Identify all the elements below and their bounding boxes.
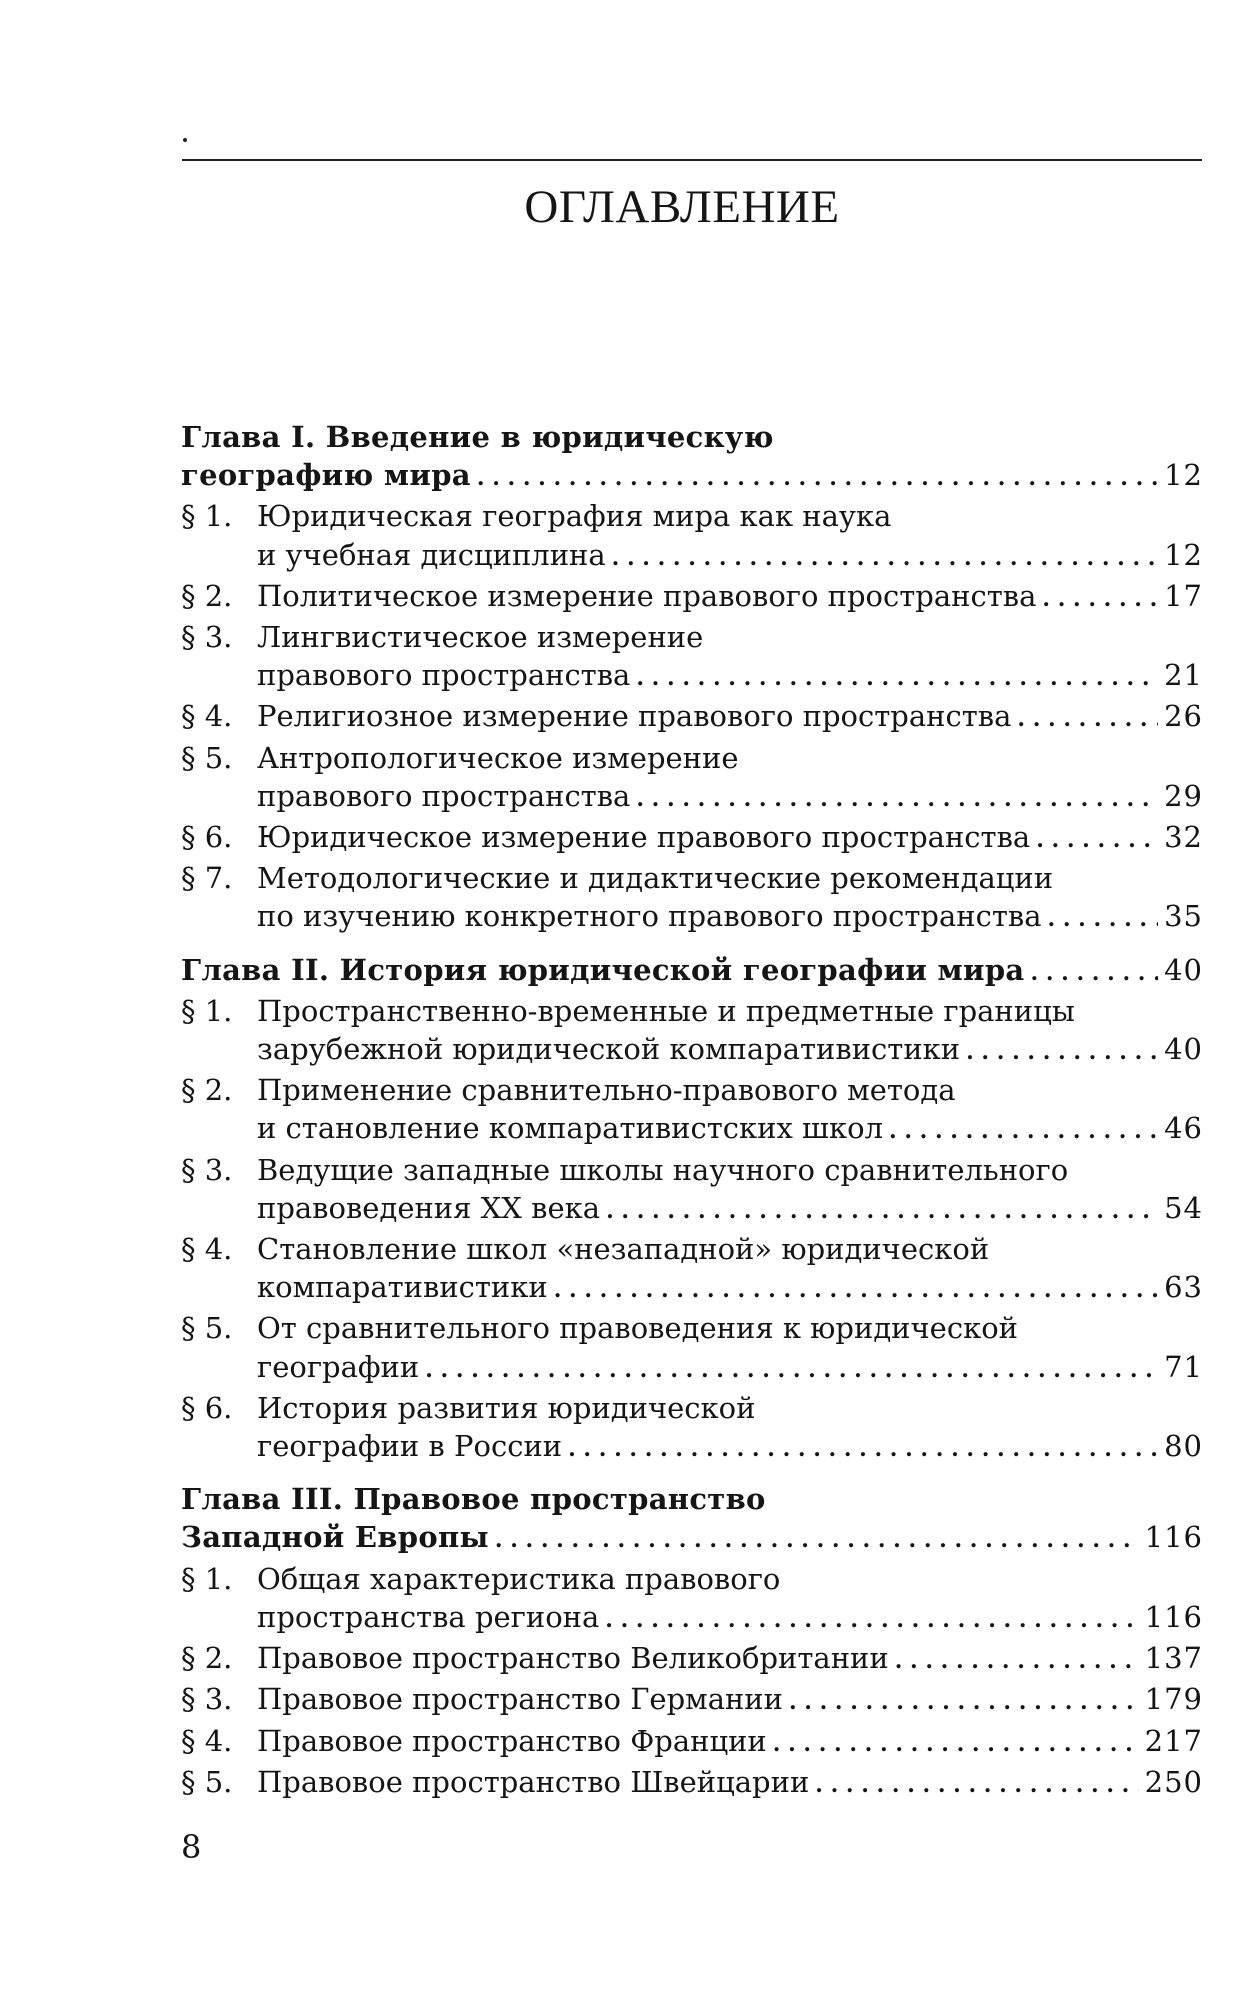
section-number: § 5. [181, 1311, 233, 1346]
section-title-line [257, 1427, 1203, 1468]
dot-leader [889, 1109, 1158, 1150]
section-title-line [257, 1268, 1203, 1309]
page-number: 8 [181, 1828, 202, 1866]
section-title-line [257, 577, 1203, 618]
table-of-contents [181, 418, 1203, 1804]
section-page-number: 116 [1144, 1599, 1203, 1634]
section-title-line [257, 618, 1203, 656]
section-title-text: Ведущие западные школы научного сравнительного [257, 1152, 1069, 1187]
toc-section-entry [181, 992, 1203, 1071]
section-title-text: зарубежной юридической компаративистики [257, 1032, 961, 1067]
toc-section-entry [181, 1680, 1203, 1721]
section-number: § 5. [181, 1764, 233, 1799]
chapter-title-line [181, 1480, 1203, 1518]
dot-leader [477, 456, 1158, 497]
section-title-text: Политическое измерение правового пространства [257, 578, 1037, 613]
section-title-line [257, 859, 1203, 897]
section-title-text: компаративистики [257, 1270, 548, 1305]
section-number: § 2. [181, 1073, 233, 1108]
section-title-text: Правовое пространство Франции [257, 1723, 767, 1758]
section-title-line [257, 1030, 1203, 1071]
chapter-page-number: 40 [1164, 952, 1203, 987]
section-title-line [257, 656, 1203, 697]
chapter-title-line [181, 456, 1203, 497]
section-title-text: Правовое пространство Швейцарии [257, 1764, 810, 1799]
section-title-line [257, 818, 1203, 859]
toc-section-entry [181, 497, 1203, 576]
section-title-text: Юридическая география мира как наука [257, 499, 892, 534]
dot-leader [1042, 577, 1158, 618]
section-page-number: 29 [1164, 778, 1203, 813]
section-page-number: 137 [1144, 1641, 1203, 1676]
section-title-text: Юридическое измерение правового пространства [257, 820, 1031, 855]
dot-leader [568, 1427, 1158, 1468]
toc-section-entry [181, 1560, 1203, 1639]
section-page-number: 26 [1164, 699, 1203, 734]
toc-section-entry [181, 697, 1203, 738]
toc-section-entry [181, 1071, 1203, 1150]
section-number: § 3. [181, 1152, 233, 1187]
toc-section-entry [181, 1722, 1203, 1763]
section-title-text: Становление школ «незападной» юридической [257, 1232, 990, 1267]
section-title-text: Религиозное измерение правового пространства [257, 699, 1012, 734]
section-title-text: правового пространства [257, 658, 631, 693]
toc-section-entry [181, 1389, 1203, 1468]
section-title-text: по изучению конкретного правового пространства [257, 899, 1042, 934]
chapter-title-text: Глава I. Введение в юридическую [181, 420, 774, 454]
section-title-text: Пространственно-временные и предметные границы [257, 993, 1075, 1028]
toc-section-entry [181, 1639, 1203, 1680]
dot-leader [815, 1763, 1138, 1804]
chapter-block [181, 1480, 1203, 1804]
section-title-text: Правовое пространство Великобритании [257, 1641, 889, 1676]
chapter-block [181, 418, 1203, 939]
section-number: § 5. [181, 740, 233, 775]
section-number: § 4. [181, 1232, 233, 1267]
dot-leader [895, 1639, 1139, 1680]
dot-leader [1048, 897, 1159, 938]
section-title-line [257, 1071, 1203, 1109]
section-title-text: правоведения XX века [257, 1190, 601, 1225]
section-title-line [257, 897, 1203, 938]
dot-leader [789, 1680, 1139, 1721]
section-title-line [257, 1230, 1203, 1268]
section-title-text: географии в России [257, 1429, 563, 1464]
section-title-text: Лингвистическое измерение [257, 620, 704, 655]
section-title-text: правового пространства [257, 778, 631, 813]
section-title-line [257, 1722, 1203, 1763]
chapter-title-text: географию мира [181, 458, 471, 493]
chapter-title-line [181, 1518, 1203, 1559]
section-title-line [257, 1680, 1203, 1721]
section-title-line [257, 1348, 1203, 1389]
section-page-number: 54 [1164, 1190, 1203, 1225]
section-title-line [257, 1598, 1203, 1639]
chapter-title-line [181, 418, 1203, 456]
section-title-text: географии [257, 1349, 420, 1384]
section-title-text: и становление компаративистских школ [257, 1111, 884, 1146]
chapter-title-line [181, 951, 1203, 992]
dot-leader [773, 1722, 1139, 1763]
dot-leader [605, 1598, 1138, 1639]
section-page-number: 21 [1164, 658, 1203, 693]
dot-leader [966, 1030, 1158, 1071]
section-number: § 2. [181, 578, 233, 613]
section-title-line [257, 497, 1203, 535]
section-title-line [257, 536, 1203, 577]
section-title-text: История развития юридической [257, 1390, 756, 1425]
dot-leader [554, 1268, 1158, 1309]
section-title-line [257, 1389, 1203, 1427]
section-page-number: 12 [1164, 537, 1203, 572]
toc-section-entry [181, 859, 1203, 938]
section-number: § 1. [181, 993, 233, 1028]
section-title-line [257, 1763, 1203, 1804]
toc-section-entry [181, 1763, 1203, 1804]
section-number: § 7. [181, 861, 233, 896]
toc-section-entry [181, 577, 1203, 618]
section-title-line [257, 1639, 1203, 1680]
chapter-block [181, 951, 1203, 1469]
section-title-text: Антропологическое измерение [257, 740, 739, 775]
section-number: § 2. [181, 1641, 233, 1676]
chapter-title-text: Глава II. История юридической географии мира [181, 952, 1025, 987]
section-title-text: Общая характеристика правового [257, 1561, 781, 1596]
section-number: § 6. [181, 1390, 233, 1425]
section-number: § 4. [181, 1723, 233, 1758]
section-title-line [257, 1109, 1203, 1150]
toc-section-entry [181, 618, 1203, 697]
section-title-line [257, 697, 1203, 738]
section-page-number: 250 [1144, 1764, 1203, 1799]
toc-section-entry [181, 1309, 1203, 1388]
section-page-number: 71 [1164, 1349, 1203, 1384]
dot-leader [606, 1189, 1158, 1230]
dot-leader [1017, 697, 1158, 738]
section-number: § 3. [181, 620, 233, 655]
section-title-line [257, 992, 1203, 1030]
section-number: § 1. [181, 1561, 233, 1596]
section-number: § 3. [181, 1682, 233, 1717]
section-title-text: Правовое пространство Германии [257, 1682, 783, 1717]
chapter-page-number: 116 [1144, 1520, 1203, 1555]
dot-leader [425, 1348, 1158, 1389]
toc-section-entry [181, 1151, 1203, 1230]
dot-leader [1031, 951, 1159, 992]
section-page-number: 46 [1164, 1111, 1203, 1146]
corner-dot [183, 138, 187, 142]
section-title-line [257, 1560, 1203, 1598]
section-number: § 6. [181, 820, 233, 855]
section-title-line [257, 1189, 1203, 1230]
dot-leader [495, 1518, 1139, 1559]
section-page-number: 80 [1164, 1429, 1203, 1464]
section-page-number: 63 [1164, 1270, 1203, 1305]
section-title-text: пространства региона [257, 1599, 600, 1634]
section-page-number: 40 [1164, 1032, 1203, 1067]
chapter-title-text: Глава III. Правовое пространство [181, 1482, 766, 1517]
section-title-line [257, 739, 1203, 777]
section-title-line [257, 777, 1203, 818]
toc-section-entry [181, 818, 1203, 859]
section-page-number: 17 [1164, 578, 1203, 613]
section-title-line [257, 1151, 1203, 1189]
chapter-page-number: 12 [1164, 458, 1203, 493]
section-page-number: 217 [1144, 1723, 1203, 1758]
dot-leader [636, 777, 1158, 818]
dot-leader [1036, 818, 1158, 859]
dot-leader [612, 536, 1158, 577]
section-page-number: 179 [1144, 1682, 1203, 1717]
section-title-text: и учебная дисциплина [257, 537, 606, 572]
section-title-text: Применение сравнительно-правового метода [257, 1073, 956, 1108]
toc-section-entry [181, 739, 1203, 818]
top-rule [182, 159, 1202, 161]
toc-section-entry [181, 1230, 1203, 1309]
section-number: § 1. [181, 499, 233, 534]
chapter-title-text: Западной Европы [181, 1520, 489, 1555]
section-title-text: От сравнительного правоведения к юридической [257, 1311, 1018, 1346]
section-title-line [257, 1309, 1203, 1347]
section-page-number: 35 [1164, 899, 1203, 934]
section-page-number: 32 [1164, 820, 1203, 855]
dot-leader [636, 656, 1158, 697]
section-number: § 4. [181, 699, 233, 734]
section-title-text: Методологические и дидактические рекомендации [257, 861, 1054, 896]
page-title: ОГЛАВЛЕНИЕ [524, 181, 840, 233]
